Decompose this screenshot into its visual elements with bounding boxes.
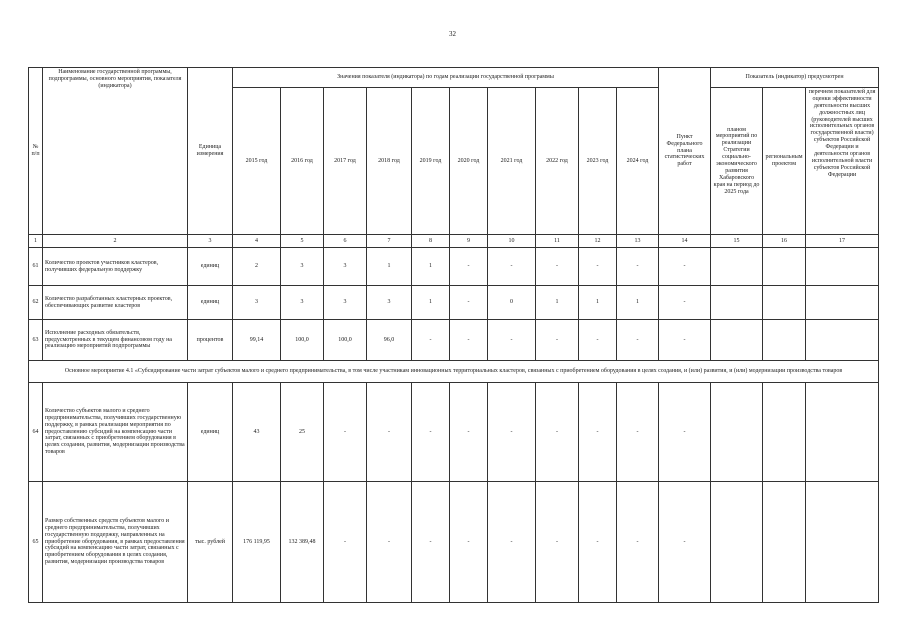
column-number: 6 — [324, 235, 367, 248]
row-number: 65 — [29, 482, 43, 603]
column-number: 2 — [43, 235, 188, 248]
value-cell: 2 — [233, 248, 281, 286]
header-plan-item: Пункт Федерального плана статистических работ — [659, 68, 711, 235]
header-year: 2016 год — [281, 88, 324, 235]
value-cell: - — [488, 383, 536, 482]
value-cell: - — [412, 320, 450, 361]
value-cell: 1 — [367, 248, 412, 286]
row-number: 61 — [29, 248, 43, 286]
header-row-1 — [29, 68, 879, 88]
column-number: 7 — [367, 235, 412, 248]
column-number: 16 — [763, 235, 806, 248]
value-cell: 3 — [324, 286, 367, 320]
empty-cell — [711, 320, 763, 361]
column-number: 9 — [450, 235, 488, 248]
value-cell: - — [450, 248, 488, 286]
value-cell: - — [412, 383, 450, 482]
row-number: 62 — [29, 286, 43, 320]
value-cell: 3 — [233, 286, 281, 320]
plan-item-cell: - — [659, 248, 711, 286]
value-cell: 25 — [281, 383, 324, 482]
value-cell: 3 — [281, 248, 324, 286]
value-cell: 1 — [412, 248, 450, 286]
value-cell: 3 — [367, 286, 412, 320]
value-cell: - — [536, 383, 579, 482]
table-row — [29, 383, 879, 482]
header-decree: перечнем показателей для оценки эффективности деятельности высших должностных лиц (руководителей высших исполнительных органов государственной власти) субъектов Российской Федерации и деятельности органов исполнительной власти субъектов Российской Федерации — [806, 88, 879, 235]
table-row — [29, 248, 879, 286]
value-cell: 1 — [536, 286, 579, 320]
value-cell: - — [367, 383, 412, 482]
indicator-name: Размер собственных средств субъектов малого и среднего предпринимательства, получивших государственную поддержку, направленных на приобретение оборудования, в рамках предоставления субсидий на компенсацию части затрат, связанных с приобретением оборудования в целях создания, развития, модернизации производства товаров — [43, 482, 188, 603]
column-number: 13 — [617, 235, 659, 248]
value-cell: - — [450, 320, 488, 361]
column-number: 11 — [536, 235, 579, 248]
header-year: 2023 год — [579, 88, 617, 235]
row-number: 63 — [29, 320, 43, 361]
header-unit: Единица измерения — [188, 68, 233, 235]
value-cell: 43 — [233, 383, 281, 482]
header-year: 2018 год — [367, 88, 412, 235]
value-cell: 3 — [281, 286, 324, 320]
empty-cell — [806, 482, 879, 603]
value-cell: - — [617, 248, 659, 286]
value-cell: - — [579, 383, 617, 482]
value-cell: - — [412, 482, 450, 603]
value-cell: - — [579, 320, 617, 361]
value-cell: 100,0 — [281, 320, 324, 361]
value-cell: 1 — [617, 286, 659, 320]
header-year: 2015 год — [233, 88, 281, 235]
value-cell: - — [488, 248, 536, 286]
plan-item-cell: - — [659, 286, 711, 320]
column-number: 17 — [806, 235, 879, 248]
row-number: 64 — [29, 383, 43, 482]
header-year: 2024 год — [617, 88, 659, 235]
header-year: 2022 год — [536, 88, 579, 235]
table-row — [29, 286, 879, 320]
value-cell: 1 — [412, 286, 450, 320]
value-cell: - — [324, 383, 367, 482]
unit: единиц — [188, 383, 233, 482]
value-cell: 1 — [579, 286, 617, 320]
value-cell: - — [617, 482, 659, 603]
value-cell: 0 — [488, 286, 536, 320]
value-cell: - — [488, 482, 536, 603]
header-year: 2021 год — [488, 88, 536, 235]
header-year: 2019 год — [412, 88, 450, 235]
indicator-name: Исполнение расходных обязательств, предусмотренных в текущем финансовом году на реализацию мероприятий подпрограммы — [43, 320, 188, 361]
value-cell: 100,0 — [324, 320, 367, 361]
unit: тыс. рублей — [188, 482, 233, 603]
plan-item-cell: - — [659, 320, 711, 361]
column-number: 8 — [412, 235, 450, 248]
empty-cell — [711, 248, 763, 286]
value-cell: - — [536, 248, 579, 286]
value-cell: 132 389,48 — [281, 482, 324, 603]
column-numbers-row — [29, 235, 879, 248]
empty-cell — [763, 248, 806, 286]
value-cell: 3 — [324, 248, 367, 286]
header-year: 2020 год — [450, 88, 488, 235]
value-cell: - — [450, 286, 488, 320]
column-number: 3 — [188, 235, 233, 248]
value-cell: 99,14 — [233, 320, 281, 361]
header-name: Наименование государственной программы, подпрограммы, основного мероприятия, показателя (индикатора) — [43, 68, 188, 235]
value-cell: - — [450, 383, 488, 482]
empty-cell — [806, 248, 879, 286]
plan-item-cell: - — [659, 482, 711, 603]
header-strategy: планом мероприятий по реализации Стратегии социально-экономического развития Хабаровского края на период до 2025 года — [711, 88, 763, 235]
header-regional-project: региональным проектом — [763, 88, 806, 235]
value-cell: - — [617, 320, 659, 361]
column-number: 1 — [29, 235, 43, 248]
header-no: № п/п — [29, 68, 43, 235]
column-number: 15 — [711, 235, 763, 248]
unit: процентов — [188, 320, 233, 361]
page-number: 32 — [449, 30, 456, 38]
header-values-group: Значения показателя (индикатора) по годам реализации государственной программы — [233, 68, 659, 88]
empty-cell — [763, 482, 806, 603]
column-number: 5 — [281, 235, 324, 248]
column-number: 14 — [659, 235, 711, 248]
value-cell: - — [579, 482, 617, 603]
empty-cell — [763, 286, 806, 320]
value-cell: - — [617, 383, 659, 482]
empty-cell — [711, 286, 763, 320]
empty-cell — [763, 383, 806, 482]
section-row — [29, 361, 879, 383]
value-cell: - — [488, 320, 536, 361]
indicator-name: Количество проектов участников кластеров, получивших федеральную поддержку — [43, 248, 188, 286]
column-number: 4 — [233, 235, 281, 248]
header-indicator-group: Показатель (индикатор) предусмотрен — [711, 68, 879, 88]
column-number: 10 — [488, 235, 536, 248]
value-cell: - — [450, 482, 488, 603]
indicator-name: Количество разработанных кластерных проектов, обеспечивающих развитие кластеров — [43, 286, 188, 320]
value-cell: - — [324, 482, 367, 603]
value-cell: - — [367, 482, 412, 603]
value-cell: - — [536, 482, 579, 603]
value-cell: - — [536, 320, 579, 361]
empty-cell — [763, 320, 806, 361]
indicators-table — [28, 67, 879, 603]
value-cell: 176 119,95 — [233, 482, 281, 603]
header-year: 2017 год — [324, 88, 367, 235]
empty-cell — [711, 482, 763, 603]
unit: единиц — [188, 248, 233, 286]
empty-cell — [806, 286, 879, 320]
section-title: Основное мероприятие 4.1 «Субсидирование части затрат субъектов малого и среднего предпринимательства, в том числе участникам инновационных территориальных кластеров, связанных с приобретением оборудования в целях создания, и (или) развития, и (или) модернизации производства товаров — [29, 361, 879, 383]
empty-cell — [806, 320, 879, 361]
table-row — [29, 482, 879, 603]
table-row — [29, 320, 879, 361]
unit: единиц — [188, 286, 233, 320]
plan-item-cell: - — [659, 383, 711, 482]
indicator-name: Количество субъектов малого и среднего предпринимательства, получивших государственную поддержку, в рамках реализации мероприятия по предоставлению субсидий на компенсацию части затрат, связанных с приобретением оборудования в целях создания, развития, модернизации производства товаров — [43, 383, 188, 482]
column-number: 12 — [579, 235, 617, 248]
value-cell: - — [579, 248, 617, 286]
empty-cell — [806, 383, 879, 482]
empty-cell — [711, 383, 763, 482]
value-cell: 96,0 — [367, 320, 412, 361]
